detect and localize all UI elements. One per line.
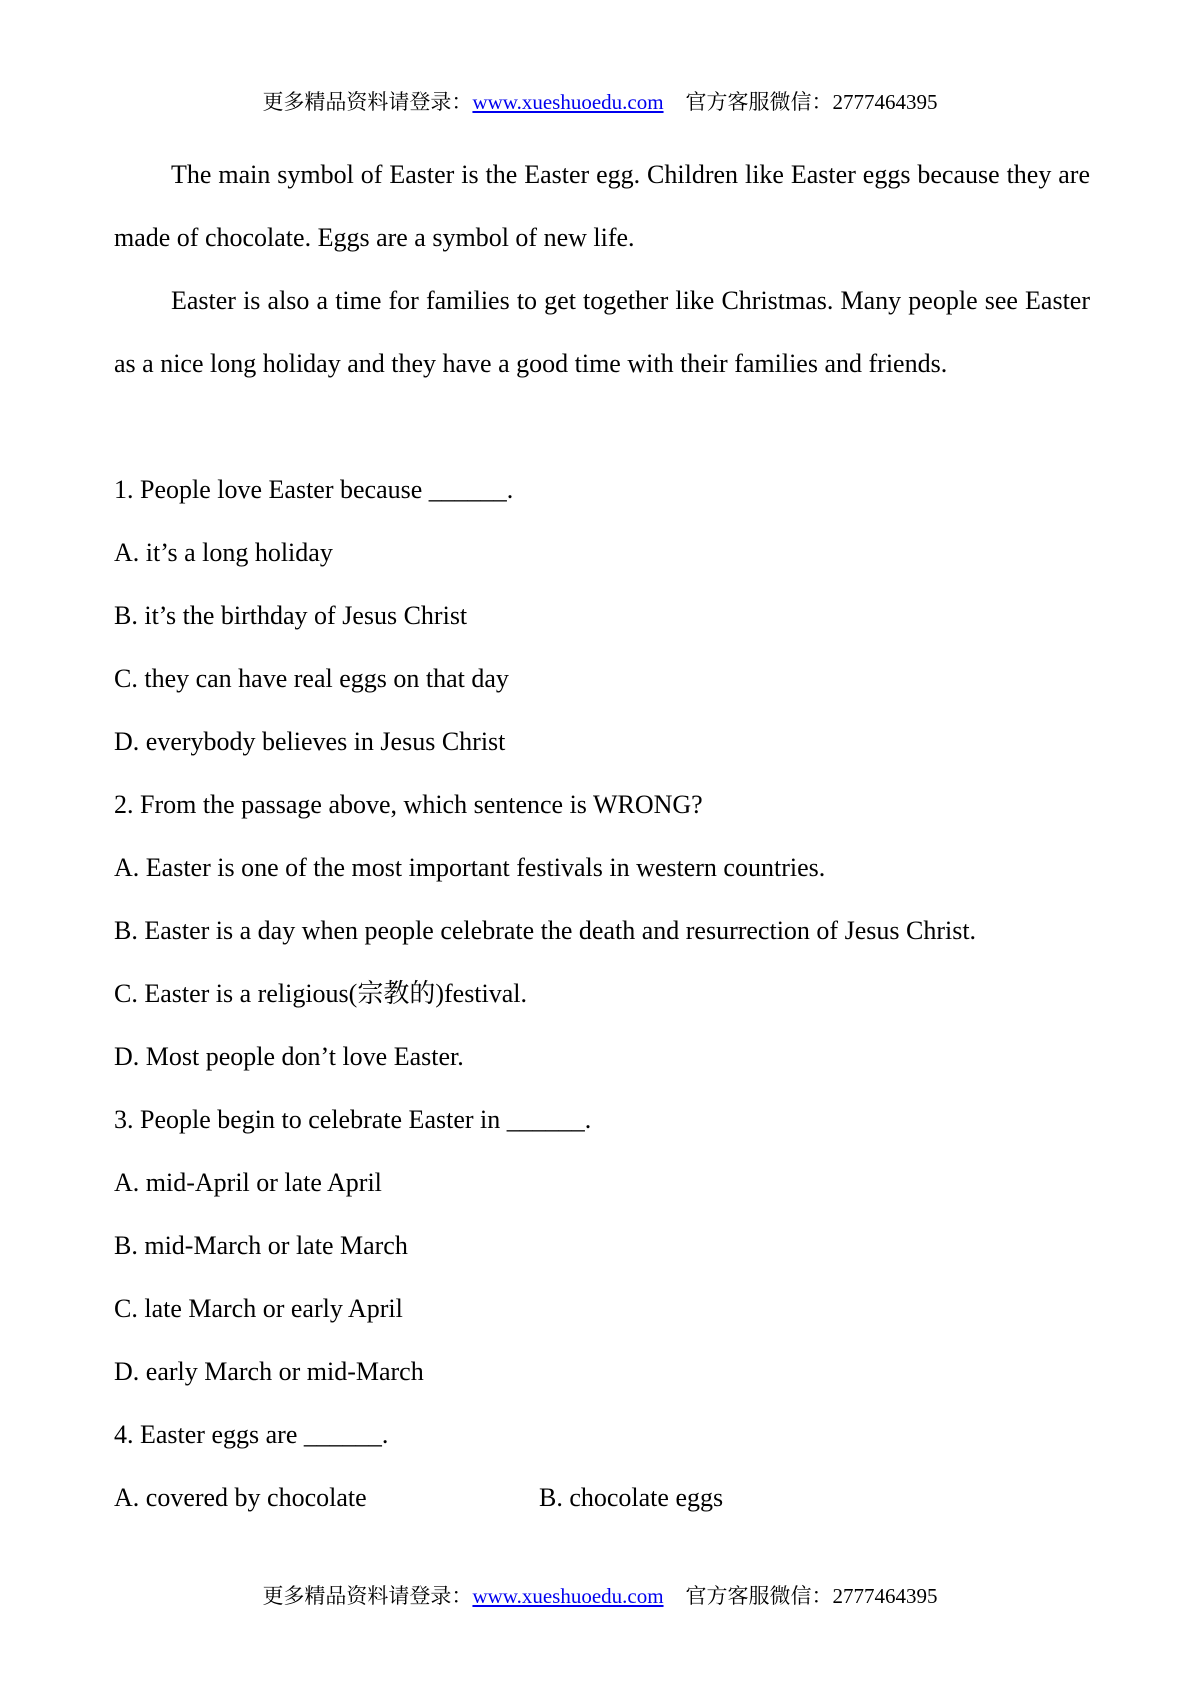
passage-paragraph-2: Easter is also a time for families to get together like Christmas. Many people see Easter as a nice long holiday and they have a good time with their families and friends.: [114, 286, 1090, 378]
question-3-option-a: A. mid-April or late April: [114, 1168, 382, 1197]
question-1-stem: 1. People love Easter because ______.: [114, 475, 514, 504]
question-1-option-a: A. it’s a long holiday: [114, 538, 333, 567]
passage-paragraph-1: The main symbol of Easter is the Easter egg. Children like Easter eggs because they are made of chocolate. Eggs are a symbol of new life.: [114, 160, 1090, 252]
header-prefix: 更多精品资料请登录：: [262, 90, 473, 114]
question-2-option-b: B. Easter is a day when people celebrate the death and resurrection of Jesus Christ.: [114, 916, 977, 945]
question-3-option-c: C. late March or early April: [114, 1294, 403, 1323]
footer-site-link[interactable]: www.xueshuoedu.com: [472, 1584, 664, 1608]
question-3-stem: 3. People begin to celebrate Easter in ______.: [114, 1105, 592, 1134]
footer-prefix: 更多精品资料请登录：: [262, 1584, 473, 1608]
page-header: [0, 86, 1200, 116]
question-4-stem: 4. Easter eggs are ______.: [114, 1420, 389, 1449]
question-1-option-b: B. it’s the birthday of Jesus Christ: [114, 601, 468, 630]
question-2-option-a: A. Easter is one of the most important festivals in western countries.: [114, 853, 826, 882]
footer-service-contact: 官方客服微信：2777464395: [685, 1584, 938, 1608]
question-4-option-b: B. chocolate eggs: [539, 1483, 724, 1512]
question-3-option-b: B. mid-March or late March: [114, 1231, 408, 1260]
question-1-option-d: D. everybody believes in Jesus Christ: [114, 727, 506, 756]
page-footer: [0, 1580, 1200, 1610]
question-2-stem: 2. From the passage above, which sentence is WRONG?: [114, 790, 703, 819]
question-2-option-d: D. Most people don’t love Easter.: [114, 1042, 464, 1071]
question-3-option-d: D. early March or mid-March: [114, 1357, 424, 1386]
question-1-option-c: C. they can have real eggs on that day: [114, 664, 509, 693]
question-2-option-c: C. Easter is a religious(宗教的)festival.: [114, 979, 528, 1008]
header-service-contact: 官方客服微信：2777464395: [685, 90, 938, 114]
header-site-link[interactable]: www.xueshuoedu.com: [472, 90, 664, 114]
question-4-option-a: A. covered by chocolate: [114, 1483, 367, 1512]
